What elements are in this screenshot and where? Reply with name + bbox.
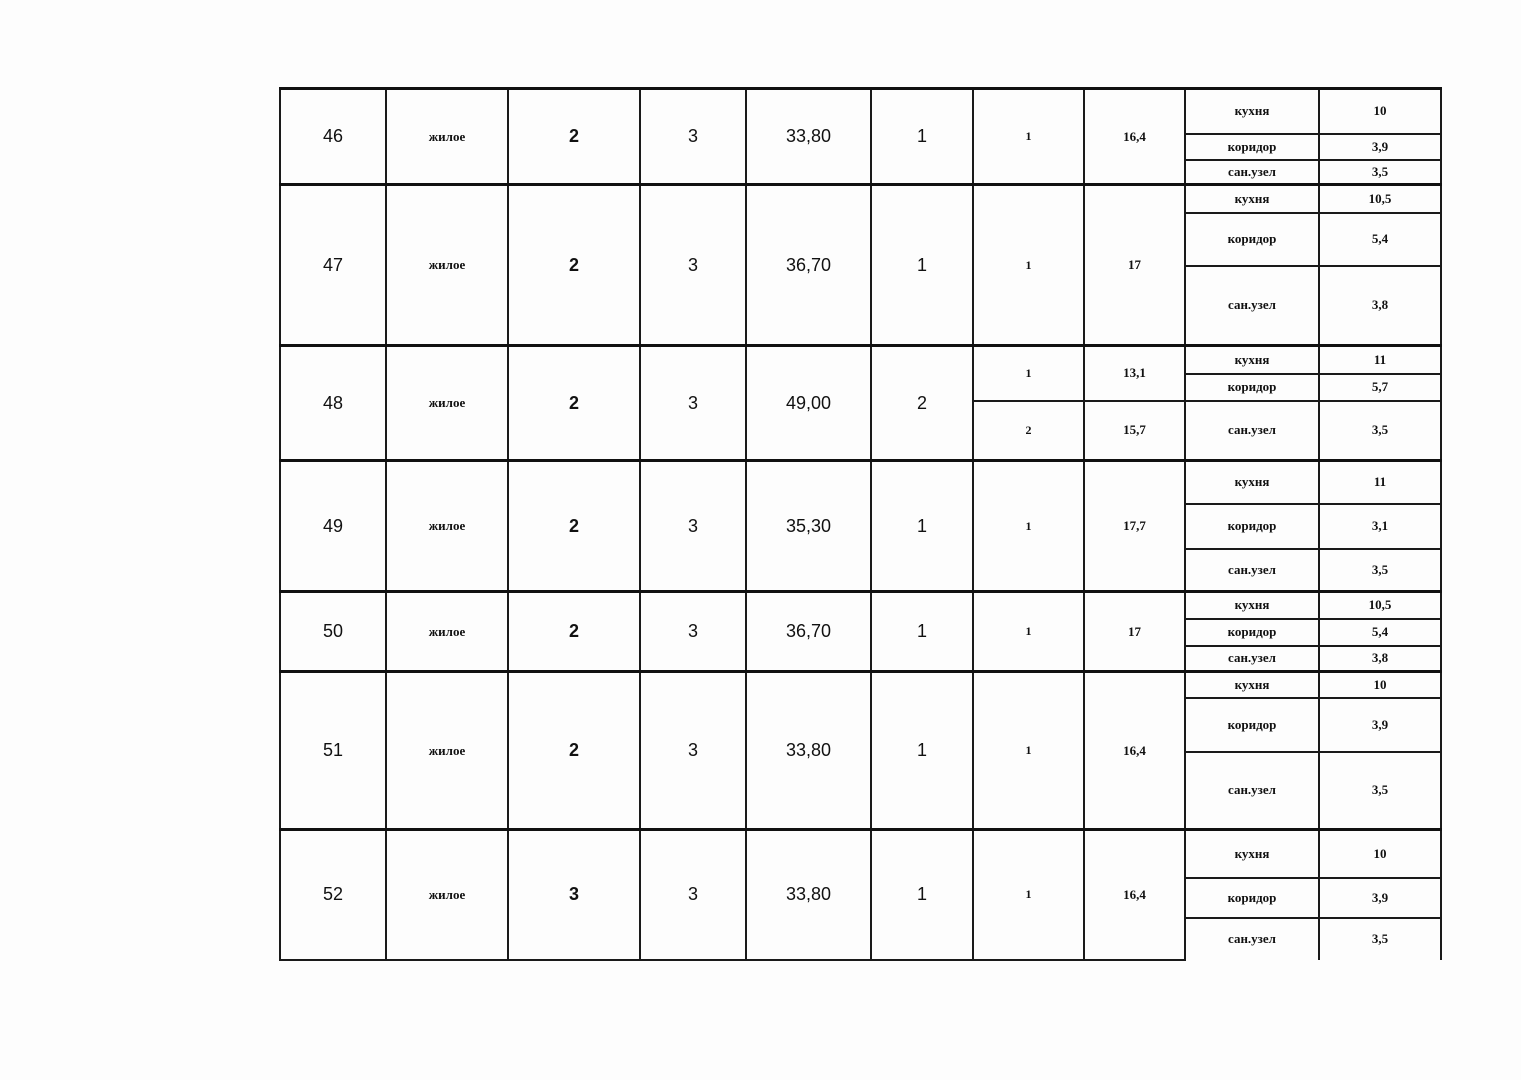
- room-number: 1: [973, 672, 1084, 830]
- table-row: [280, 592, 1441, 619]
- room-number: 2: [973, 401, 1084, 461]
- aux-room-name: кухня: [1185, 185, 1319, 213]
- aux-room-name: сан.узел: [1185, 401, 1319, 461]
- building-number: 2: [508, 672, 640, 830]
- aux-room-name: коридор: [1185, 878, 1319, 918]
- premises-type: жилое: [386, 592, 508, 672]
- aux-room-area: 5,7: [1319, 374, 1441, 401]
- aux-room-area: 11: [1319, 461, 1441, 504]
- total-area: 49,00: [746, 346, 871, 461]
- room-area: 16,4: [1084, 89, 1185, 185]
- aux-room-name: кухня: [1185, 592, 1319, 619]
- room-area: 17: [1084, 592, 1185, 672]
- aux-room-area: 3,8: [1319, 266, 1441, 346]
- room-area: 13,1: [1084, 346, 1185, 401]
- table-row: [280, 672, 1441, 698]
- aux-room-area: 10: [1319, 672, 1441, 698]
- total-area: 33,80: [746, 89, 871, 185]
- apartments-table-body: [280, 89, 1441, 960]
- aux-room-area: 3,9: [1319, 134, 1441, 160]
- apartment-number: 51: [280, 672, 386, 830]
- table-row: [280, 185, 1441, 213]
- aux-room-area: 3,5: [1319, 401, 1441, 461]
- aux-room-name: сан.узел: [1185, 549, 1319, 592]
- aux-room-name: кухня: [1185, 89, 1319, 134]
- aux-room-area: 3,9: [1319, 878, 1441, 918]
- premises-type: жилое: [386, 672, 508, 830]
- aux-room-name: сан.узел: [1185, 160, 1319, 185]
- room-area: 16,4: [1084, 672, 1185, 830]
- rooms-count: 1: [871, 461, 973, 592]
- aux-room-area: 10: [1319, 830, 1441, 878]
- table-row: [280, 830, 1441, 878]
- room-number: 1: [973, 592, 1084, 672]
- aux-room-name: кухня: [1185, 672, 1319, 698]
- rooms-count: 1: [871, 185, 973, 346]
- aux-room-area: 5,4: [1319, 213, 1441, 266]
- room-area: 17,7: [1084, 461, 1185, 592]
- floor-number: 3: [640, 89, 746, 185]
- total-area: 33,80: [746, 830, 871, 960]
- aux-room-area: 11: [1319, 346, 1441, 374]
- apartment-number: 46: [280, 89, 386, 185]
- aux-room-area: 10,5: [1319, 592, 1441, 619]
- building-number: 2: [508, 461, 640, 592]
- aux-room-name: коридор: [1185, 619, 1319, 646]
- aux-room-area: 3,5: [1319, 160, 1441, 185]
- floor-number: 3: [640, 830, 746, 960]
- room-area: 16,4: [1084, 830, 1185, 960]
- total-area: 36,70: [746, 592, 871, 672]
- floor-number: 3: [640, 592, 746, 672]
- aux-room-area: 3,5: [1319, 549, 1441, 592]
- room-area: 17: [1084, 185, 1185, 346]
- premises-type: жилое: [386, 830, 508, 960]
- apartment-number: 47: [280, 185, 386, 346]
- premises-type: жилое: [386, 185, 508, 346]
- rooms-count: 1: [871, 592, 973, 672]
- aux-room-name: коридор: [1185, 374, 1319, 401]
- rooms-count: 1: [871, 830, 973, 960]
- aux-room-name: сан.узел: [1185, 918, 1319, 960]
- total-area: 35,30: [746, 461, 871, 592]
- premises-type: жилое: [386, 89, 508, 185]
- apartment-number: 49: [280, 461, 386, 592]
- aux-room-area: 10: [1319, 89, 1441, 134]
- floor-number: 3: [640, 346, 746, 461]
- building-number: 2: [508, 346, 640, 461]
- room-number: 1: [973, 830, 1084, 960]
- aux-room-name: коридор: [1185, 698, 1319, 752]
- aux-room-name: кухня: [1185, 461, 1319, 504]
- room-number: 1: [973, 346, 1084, 401]
- aux-room-name: сан.узел: [1185, 646, 1319, 672]
- premises-type: жилое: [386, 461, 508, 592]
- total-area: 33,80: [746, 672, 871, 830]
- room-area: 15,7: [1084, 401, 1185, 461]
- aux-room-area: 3,5: [1319, 918, 1441, 960]
- building-number: 3: [508, 830, 640, 960]
- aux-room-area: 3,5: [1319, 752, 1441, 830]
- aux-room-name: сан.узел: [1185, 266, 1319, 346]
- rooms-count: 2: [871, 346, 973, 461]
- building-number: 2: [508, 89, 640, 185]
- apartment-number: 50: [280, 592, 386, 672]
- apartments-table: [279, 87, 1442, 961]
- aux-room-name: коридор: [1185, 504, 1319, 549]
- floor-number: 3: [640, 185, 746, 346]
- aux-room-area: 3,1: [1319, 504, 1441, 549]
- premises-type: жилое: [386, 346, 508, 461]
- floor-number: 3: [640, 672, 746, 830]
- apartment-number: 48: [280, 346, 386, 461]
- rooms-count: 1: [871, 89, 973, 185]
- table-row: [280, 461, 1441, 504]
- aux-room-name: кухня: [1185, 346, 1319, 374]
- aux-room-name: сан.узел: [1185, 752, 1319, 830]
- floor-number: 3: [640, 461, 746, 592]
- rooms-count: 1: [871, 672, 973, 830]
- apartment-number: 52: [280, 830, 386, 960]
- table-row: [280, 89, 1441, 134]
- aux-room-name: коридор: [1185, 213, 1319, 266]
- aux-room-area: 3,9: [1319, 698, 1441, 752]
- room-number: 1: [973, 185, 1084, 346]
- aux-room-name: кухня: [1185, 830, 1319, 878]
- aux-room-name: коридор: [1185, 134, 1319, 160]
- room-number: 1: [973, 461, 1084, 592]
- aux-room-area: 10,5: [1319, 185, 1441, 213]
- total-area: 36,70: [746, 185, 871, 346]
- building-number: 2: [508, 185, 640, 346]
- aux-room-area: 3,8: [1319, 646, 1441, 672]
- aux-room-area: 5,4: [1319, 619, 1441, 646]
- room-number: 1: [973, 89, 1084, 185]
- building-number: 2: [508, 592, 640, 672]
- table-row: [280, 346, 1441, 374]
